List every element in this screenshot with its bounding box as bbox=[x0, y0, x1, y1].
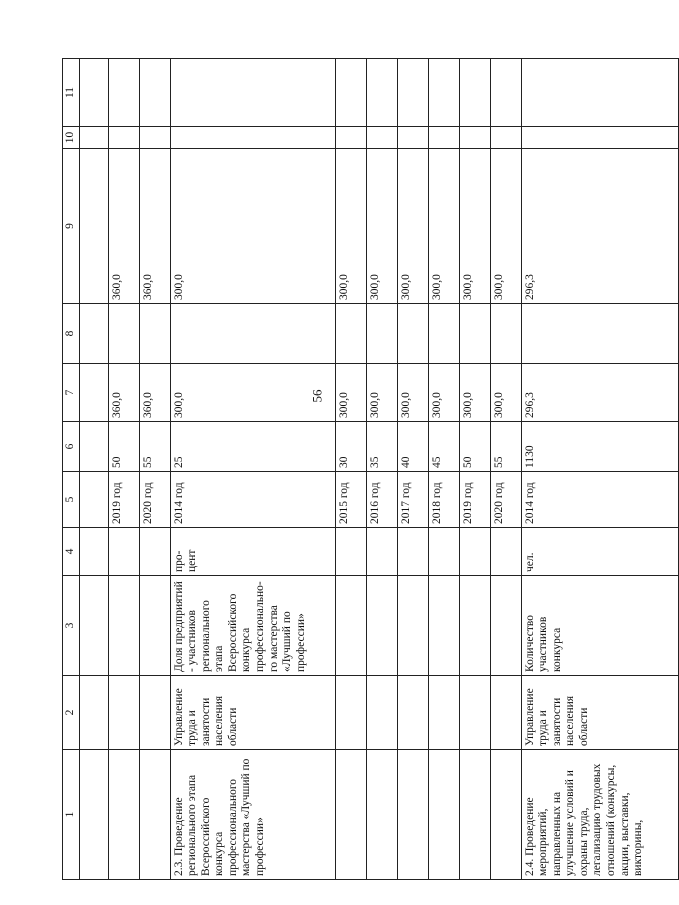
header-cell: 9 bbox=[63, 149, 80, 304]
table-cell: 300,0 bbox=[397, 149, 428, 304]
table-cell bbox=[170, 304, 335, 364]
table-cell bbox=[366, 528, 397, 576]
table-cell bbox=[366, 59, 397, 127]
table-cell bbox=[108, 59, 139, 127]
table-cell bbox=[79, 364, 108, 422]
header-cell: 2 bbox=[63, 676, 80, 750]
header-cell: 4 bbox=[63, 528, 80, 576]
table-cell bbox=[108, 304, 139, 364]
table-cell bbox=[108, 676, 139, 750]
table-cell bbox=[397, 304, 428, 364]
table-cell bbox=[366, 576, 397, 676]
table-cell: 35 bbox=[366, 422, 397, 472]
table-cell: 1130 bbox=[521, 422, 678, 472]
table-cell bbox=[108, 528, 139, 576]
table-cell: 2018 год bbox=[428, 472, 459, 528]
table-cell: 2014 год bbox=[170, 472, 335, 528]
table-cell: 50 bbox=[459, 422, 490, 472]
table-cell: 300,0 bbox=[428, 364, 459, 422]
table-cell: 40 bbox=[397, 422, 428, 472]
table-cell: 45 bbox=[428, 422, 459, 472]
table-cell: 2.3. Проведение регионального этапа Всероссийского конкурса профессионального мастерства «Лучший по профессии» bbox=[170, 750, 335, 880]
table-cell bbox=[139, 59, 170, 127]
table-row bbox=[108, 59, 139, 880]
table-cell bbox=[521, 59, 678, 127]
table-cell bbox=[521, 127, 678, 149]
table-cell bbox=[459, 304, 490, 364]
table-cell bbox=[366, 304, 397, 364]
table-cell: 300,0 bbox=[490, 149, 521, 304]
table-cell bbox=[490, 528, 521, 576]
table-cell bbox=[490, 576, 521, 676]
table-cell: 360,0 bbox=[139, 364, 170, 422]
table-cell bbox=[108, 576, 139, 676]
table-cell bbox=[79, 304, 108, 364]
table-cell: 2017 год bbox=[397, 472, 428, 528]
table-cell bbox=[335, 59, 366, 127]
table-cell bbox=[428, 676, 459, 750]
table-cell: 360,0 bbox=[108, 364, 139, 422]
table-cell: 300,0 bbox=[366, 149, 397, 304]
table-cell: Доля предприятий - участников регионального этапа Всероссийского конкурса профессионально-го мастерства «Лучший по профессии» bbox=[170, 576, 335, 676]
table-cell: 25 bbox=[170, 422, 335, 472]
table-cell bbox=[459, 576, 490, 676]
page-number: 56 bbox=[309, 389, 325, 403]
table-cell bbox=[170, 59, 335, 127]
table-cell bbox=[139, 304, 170, 364]
table-cell: 2015 год bbox=[335, 472, 366, 528]
header-cell: 10 bbox=[63, 127, 80, 149]
table-cell: чел. bbox=[521, 528, 678, 576]
table-row bbox=[521, 59, 678, 880]
table-cell: 2016 год bbox=[366, 472, 397, 528]
header-cell: 6 bbox=[63, 422, 80, 472]
table-cell bbox=[79, 127, 108, 149]
table-row bbox=[170, 59, 335, 880]
table-cell bbox=[366, 750, 397, 880]
table-cell bbox=[366, 127, 397, 149]
header-cell: 3 bbox=[63, 576, 80, 676]
table-cell bbox=[397, 528, 428, 576]
table-cell bbox=[397, 576, 428, 676]
table-cell: 50 bbox=[108, 422, 139, 472]
table-cell bbox=[335, 750, 366, 880]
table-row bbox=[139, 59, 170, 880]
table-cell: 55 bbox=[139, 422, 170, 472]
table-cell: 2019 год bbox=[459, 472, 490, 528]
table-cell bbox=[79, 149, 108, 304]
table-cell bbox=[459, 528, 490, 576]
header-cell: 11 bbox=[63, 59, 80, 127]
table-cell: 300,0 bbox=[170, 364, 335, 422]
table-cell bbox=[170, 127, 335, 149]
table-cell: Управление труда и занятости населения области bbox=[170, 676, 335, 750]
table-cell bbox=[79, 59, 108, 127]
table-cell bbox=[490, 676, 521, 750]
table-cell: 300,0 bbox=[366, 364, 397, 422]
table-cell bbox=[79, 750, 108, 880]
table-cell: 300,0 bbox=[397, 364, 428, 422]
table-cell bbox=[139, 676, 170, 750]
table-cell: 296,3 bbox=[521, 364, 678, 422]
table-cell bbox=[366, 676, 397, 750]
table-cell bbox=[108, 127, 139, 149]
table-cell bbox=[108, 750, 139, 880]
table-cell bbox=[459, 750, 490, 880]
table-cell bbox=[79, 422, 108, 472]
table-cell: 300,0 bbox=[170, 149, 335, 304]
table-cell: 300,0 bbox=[335, 149, 366, 304]
table-cell bbox=[428, 127, 459, 149]
table-cell bbox=[397, 59, 428, 127]
header-cell: 7 bbox=[63, 364, 80, 422]
table-cell bbox=[139, 750, 170, 880]
table-row bbox=[79, 59, 108, 880]
table-cell bbox=[335, 576, 366, 676]
table-cell bbox=[490, 127, 521, 149]
table-row bbox=[366, 59, 397, 880]
header-cell: 1 bbox=[63, 750, 80, 880]
table-cell: 300,0 bbox=[490, 364, 521, 422]
table-cell: 2.4. Проведение мероприятий, направленных на улучшение условий и охраны труда, легализацию трудовых отношений (конкурсы, акции, выставки, викторины, bbox=[521, 750, 678, 880]
table-cell bbox=[428, 304, 459, 364]
table-cell: 30 bbox=[335, 422, 366, 472]
table-cell: 360,0 bbox=[139, 149, 170, 304]
table-cell bbox=[335, 304, 366, 364]
table-cell bbox=[79, 576, 108, 676]
table-cell bbox=[397, 750, 428, 880]
table-cell: Управление труда и занятости населения области bbox=[521, 676, 678, 750]
table-cell: 55 bbox=[490, 422, 521, 472]
table-cell bbox=[79, 528, 108, 576]
table-cell bbox=[397, 676, 428, 750]
table-cell bbox=[428, 59, 459, 127]
table-cell bbox=[397, 127, 428, 149]
table-cell: 2020 год bbox=[139, 472, 170, 528]
table-cell: Количество участников конкурса bbox=[521, 576, 678, 676]
table-cell bbox=[428, 750, 459, 880]
table-cell bbox=[459, 676, 490, 750]
table-row bbox=[397, 59, 428, 880]
table-cell: 300,0 bbox=[459, 364, 490, 422]
table-cell bbox=[335, 528, 366, 576]
table-cell: 2020 год bbox=[490, 472, 521, 528]
table-cell bbox=[139, 576, 170, 676]
table-cell bbox=[521, 304, 678, 364]
table-cell: 300,0 bbox=[335, 364, 366, 422]
table-cell bbox=[335, 127, 366, 149]
table-cell bbox=[139, 127, 170, 149]
table-cell bbox=[428, 576, 459, 676]
table-row bbox=[490, 59, 521, 880]
table-cell bbox=[490, 304, 521, 364]
table-row bbox=[335, 59, 366, 880]
rotated-table-container bbox=[62, 59, 645, 880]
table-row bbox=[459, 59, 490, 880]
table-cell: 296,3 bbox=[521, 149, 678, 304]
table-row bbox=[428, 59, 459, 880]
program-table bbox=[62, 58, 679, 880]
table-cell bbox=[459, 59, 490, 127]
table-cell bbox=[459, 127, 490, 149]
table-cell bbox=[490, 750, 521, 880]
table-cell: про-цент bbox=[170, 528, 335, 576]
table-cell bbox=[139, 528, 170, 576]
table-cell bbox=[79, 676, 108, 750]
table-cell bbox=[428, 528, 459, 576]
table-cell: 2014 год bbox=[521, 472, 678, 528]
header-cell: 8 bbox=[63, 304, 80, 364]
header-cell: 5 bbox=[63, 472, 80, 528]
table-cell bbox=[490, 59, 521, 127]
table-cell bbox=[335, 676, 366, 750]
table-cell: 300,0 bbox=[459, 149, 490, 304]
table-cell: 2019 год bbox=[108, 472, 139, 528]
table-cell: 360,0 bbox=[108, 149, 139, 304]
table-cell: 300,0 bbox=[428, 149, 459, 304]
table-header-row bbox=[63, 59, 80, 880]
table-cell bbox=[79, 472, 108, 528]
